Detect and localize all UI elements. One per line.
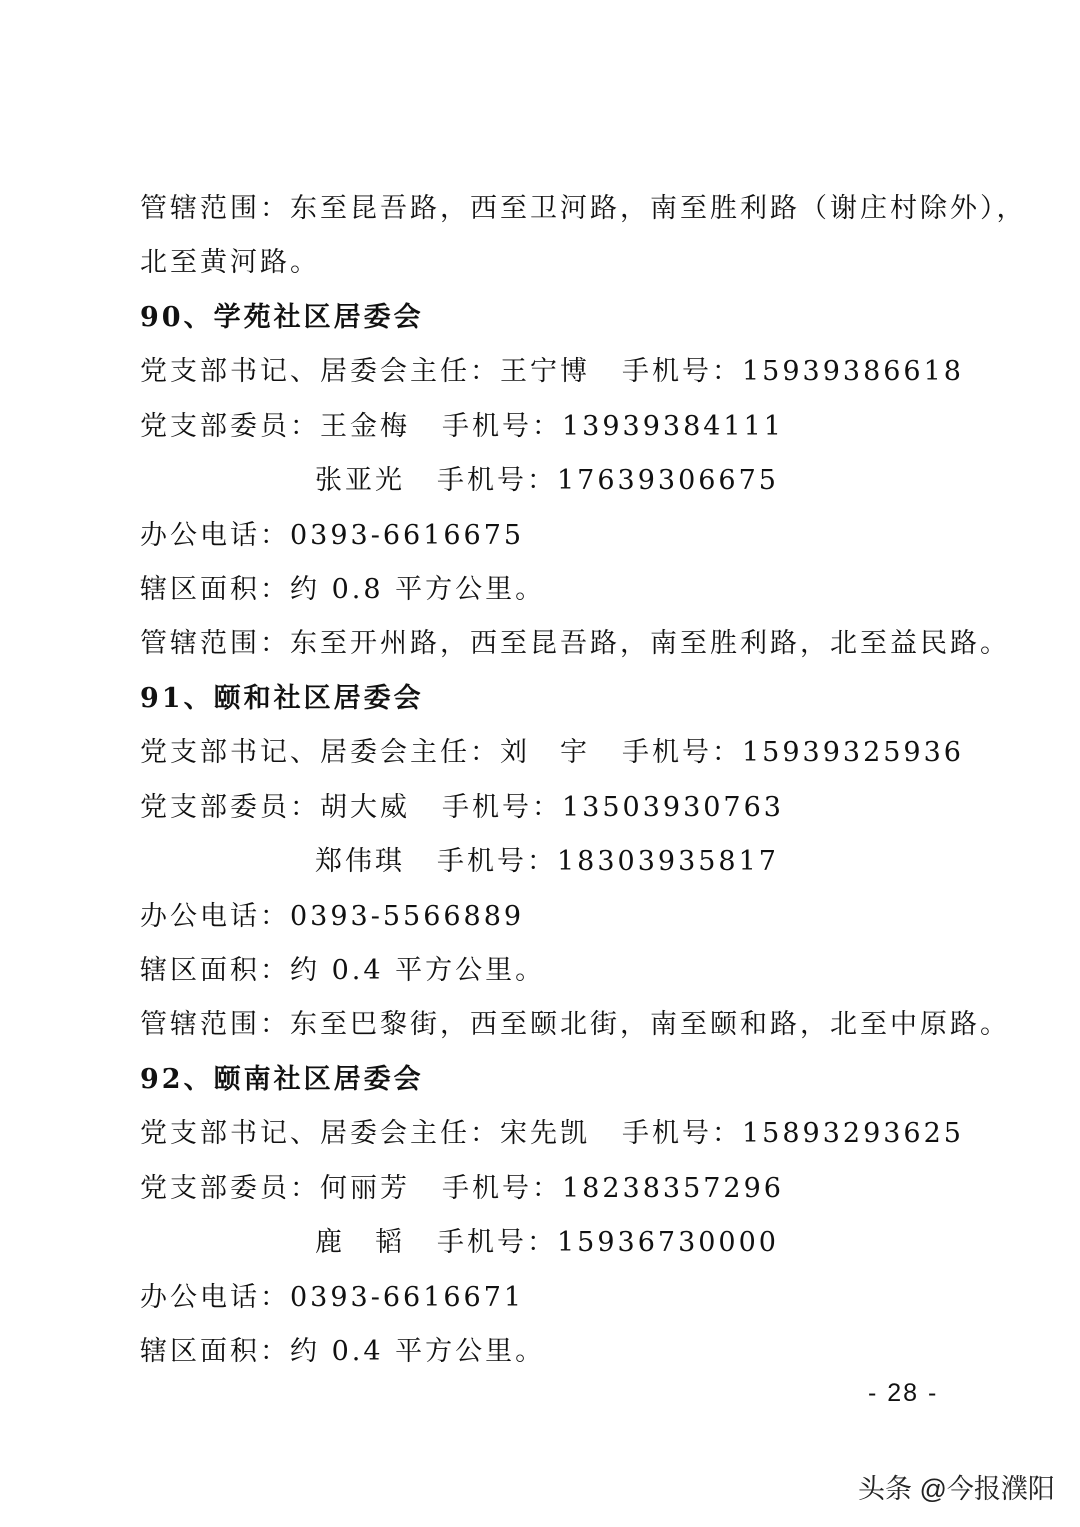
- section-91-member-1: [140, 791, 784, 825]
- member-role: 党支部委员：: [140, 792, 320, 823]
- member-phone: 手机号：13939384111: [442, 411, 784, 442]
- section-90-title: 90、学苑社区居委会: [140, 302, 424, 333]
- section-90-member-2: [315, 464, 779, 498]
- member-phone: 手机号：13503930763: [442, 792, 784, 823]
- member-name: 郑伟琪: [315, 846, 405, 877]
- section-91-title: 91、颐和社区居委会: [140, 683, 424, 714]
- member-role: 党支部委员：: [140, 411, 320, 442]
- member-role: 党支部委员：: [140, 1173, 320, 1204]
- member-name: 胡大威: [320, 792, 410, 823]
- section-92-member-1: [140, 1172, 784, 1206]
- section-92-area: 辖区面积：约 0.4 平方公里。: [140, 1336, 546, 1367]
- section-91-secretary: [140, 736, 964, 770]
- secretary-role: 党支部书记、居委会主任：: [140, 356, 500, 387]
- section-90-member-1: [140, 410, 784, 444]
- section-92-secretary: [140, 1117, 964, 1151]
- section-92-member-2: [315, 1226, 779, 1260]
- scope-text-continued: 管辖范围：东至昆吾路，西至卫河路，南至胜利路（谢庄村除外），: [140, 193, 1027, 224]
- secretary-role: 党支部书记、居委会主任：: [140, 737, 500, 768]
- member-name: 张亚光: [315, 465, 405, 496]
- section-90-office-phone: 办公电话：0393-6616675: [140, 520, 525, 551]
- section-91-area: 辖区面积：约 0.4 平方公里。: [140, 955, 546, 986]
- secretary-name: 刘 宇: [500, 737, 590, 768]
- secretary-name: 宋先凯: [500, 1118, 590, 1149]
- page-number: - 28 -: [868, 1379, 939, 1407]
- scope-text-end: 北至黄河路。: [140, 247, 320, 278]
- section-91-scope: 管辖范围：东至巴黎街，西至颐北街，南至颐和路，北至中原路。: [140, 1009, 1010, 1040]
- member-phone: 手机号：15936730000: [437, 1227, 779, 1258]
- section-92-title: 92、颐南社区居委会: [140, 1064, 424, 1095]
- secretary-role: 党支部书记、居委会主任：: [140, 1118, 500, 1149]
- secretary-name: 王宁博: [500, 356, 590, 387]
- section-91-member-2: [315, 845, 779, 879]
- secretary-phone: 手机号：15939325936: [622, 737, 964, 768]
- section-91-office-phone: 办公电话：0393-5566889: [140, 901, 525, 932]
- member-name: 王金梅: [320, 411, 410, 442]
- section-92-office-phone: 办公电话：0393-6616671: [140, 1282, 525, 1313]
- member-phone: 手机号：18238357296: [442, 1173, 784, 1204]
- member-phone: 手机号：17639306675: [437, 465, 779, 496]
- secretary-phone: 手机号：15893293625: [622, 1118, 964, 1149]
- member-phone: 手机号：18303935817: [437, 846, 779, 877]
- member-name: 鹿 韬: [315, 1227, 405, 1258]
- section-90-secretary: [140, 355, 964, 389]
- member-name: 何丽芳: [320, 1173, 410, 1204]
- secretary-phone: 手机号：15939386618: [622, 356, 964, 387]
- section-90-scope: 管辖范围：东至开州路，西至昆吾路，南至胜利路，北至益民路。: [140, 628, 1010, 659]
- section-90-area: 辖区面积：约 0.8 平方公里。: [140, 574, 546, 605]
- source-watermark: 头条 @今报濮阳: [858, 1474, 1055, 1504]
